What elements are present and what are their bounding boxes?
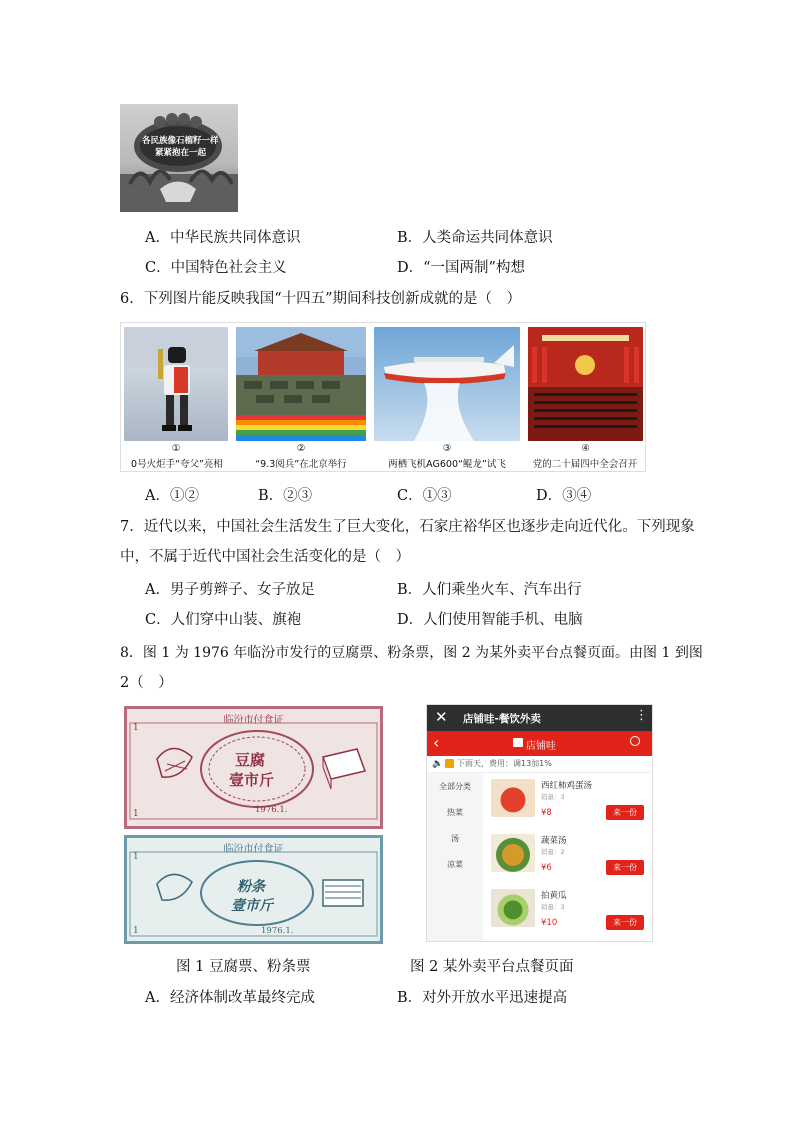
dish-price: ¥10	[541, 918, 558, 928]
dish-name: 拍黄瓜	[541, 891, 567, 901]
noodle-ticket-header: 临汾市付食证	[223, 844, 284, 855]
dish-sales: 销量：3	[541, 903, 565, 911]
plenary-session-image	[528, 327, 643, 441]
q6-picture-strip	[120, 322, 646, 472]
speaker-icon: 🔈	[432, 759, 444, 769]
category-soup[interactable]: 汤	[451, 834, 459, 843]
parade-image	[236, 327, 366, 441]
store-name: 店铺哇	[526, 741, 556, 752]
noodle-ticket-quantity: 壹市斤	[231, 898, 273, 914]
order-button[interactable]: 来一份	[606, 915, 644, 930]
tofu-ticket-quantity: 壹市斤	[229, 771, 275, 789]
notice-bar	[427, 756, 652, 773]
app-store-bar	[427, 731, 652, 756]
noodle-ticket-corner-tl: 1	[133, 852, 139, 862]
close-icon[interactable]: ✕	[435, 708, 448, 726]
tofu-ticket-corner-bl: 1	[133, 809, 139, 819]
figure2-caption: 图 2 某外卖平台点餐页面	[410, 959, 574, 975]
sculpture-text-1: 各民族像石榴籽一样	[142, 136, 219, 146]
dish-item	[487, 775, 652, 827]
dish-name: 西红柿鸡蛋汤	[541, 781, 593, 791]
noodle-ticket-corner-bl: 1	[133, 926, 139, 936]
picture4-number: ④	[581, 443, 590, 454]
dish-item	[487, 830, 652, 882]
q6-stem: 6．下列图片能反映我国“十四五”期间科技创新成就的是（ ）	[120, 291, 522, 307]
figure1-caption: 图 1 豆腐票、粉条票	[176, 959, 311, 975]
plenary-graphic	[528, 327, 643, 441]
picture3-caption: 两栖飞机AG600“鲲龙”试飞	[388, 459, 506, 470]
robot-graphic	[124, 327, 228, 441]
category-all[interactable]: 全部分类	[439, 782, 471, 791]
more-icon[interactable]: ⋮	[635, 708, 648, 723]
q7-option-b[interactable]: B．人们乘坐火车、汽车出行	[397, 582, 582, 598]
dish-sales: 销量：3	[541, 793, 565, 801]
dish-name: 蔬菜汤	[541, 836, 567, 846]
category-cold-dishes[interactable]: 凉菜	[447, 860, 463, 869]
q7-option-c[interactable]: C．人们穿中山装、旗袍	[145, 612, 302, 628]
seaplane-graphic	[374, 327, 520, 441]
tofu-ticket-date: 1976.1.	[255, 805, 288, 815]
dish-price: ¥8	[541, 808, 552, 818]
order-button[interactable]: 来一份	[606, 860, 644, 875]
q5-option-b[interactable]: B．人类命运共同体意识	[397, 230, 553, 246]
q7-option-d[interactable]: D．人们使用智能手机、电脑	[397, 612, 583, 628]
notice-badge	[445, 759, 454, 768]
q6-option-a[interactable]: A．①②	[145, 488, 199, 504]
parade-graphic	[236, 327, 366, 441]
picture2-number: ②	[296, 443, 306, 454]
robot-torchbearer-image	[124, 327, 228, 441]
cucumber-salad-photo	[491, 889, 535, 927]
sculpture-graphic	[120, 104, 238, 212]
sculpture-text-2: 紧紧抱在一起	[155, 148, 207, 158]
category-hot-dishes[interactable]: 热菜	[447, 808, 463, 817]
noodle-ticket-date: 1976.1.	[261, 926, 294, 936]
dish-price: ¥6	[541, 863, 552, 873]
tofu-ticket-corner-tl: 1	[133, 723, 139, 733]
vegetable-soup-photo	[491, 834, 535, 872]
picture1-number: ①	[171, 443, 181, 454]
notice-text: 下雨天，费用：调13加1%	[457, 759, 552, 768]
q5-option-d[interactable]: D．“一国两制”构想	[397, 260, 525, 276]
picture4-caption: 党的二十届四中全会召开	[532, 459, 638, 470]
q8-option-a[interactable]: A．经济体制改革最终完成	[145, 990, 315, 1006]
back-icon[interactable]: ‹	[433, 733, 440, 752]
q7-stem-line1: 7．近代以来，中国社会生活发生了巨大变化，石家庄裕华区也逐步走向近代化。下列现象	[120, 519, 695, 535]
noodle-ticket-item: 粉条	[237, 879, 265, 895]
tofu-ticket-header: 临汾市付食证	[223, 715, 284, 726]
q8-stem-line1: 8．图 1 为 1976 年临汾市发行的豆腐票、粉条票，图 2 为某外卖平台点餐页面。由图 1 到图	[120, 645, 703, 661]
pomegranate-sculpture-image	[120, 104, 238, 212]
tofu-ticket-item: 豆腐	[235, 751, 266, 769]
picture2-caption: “9.3阅兵”在北京举行	[255, 459, 347, 470]
search-icon[interactable]	[630, 736, 640, 746]
store-icon	[513, 738, 523, 747]
q8-stem-line2: 2（ ）	[120, 675, 173, 691]
q6-option-c[interactable]: C．①③	[397, 488, 452, 504]
category-sidebar	[427, 773, 483, 941]
tomato-soup-photo	[491, 779, 535, 817]
q6-option-b[interactable]: B．②③	[258, 488, 313, 504]
app-title-bar	[427, 705, 652, 731]
q5-option-c[interactable]: C．中国特色社会主义	[145, 260, 287, 276]
q7-option-a[interactable]: A．男子剪辫子、女子放足	[145, 582, 315, 598]
picture1-caption: 0号火炬手“夸父”亮相	[131, 459, 223, 470]
noodle-ticket	[124, 835, 383, 944]
order-button[interactable]: 来一份	[606, 805, 644, 820]
q7-stem-line2: 中，不属于近代中国社会生活变化的是（ ）	[120, 549, 410, 565]
seaplane-image	[374, 327, 520, 441]
dish-sales: 销量：2	[541, 848, 565, 856]
q8-option-b[interactable]: B．对外开放水平迅速提高	[397, 990, 568, 1006]
q6-option-d[interactable]: D．③④	[536, 488, 592, 504]
picture3-number: ③	[442, 443, 452, 454]
dish-item	[487, 885, 652, 937]
app-window-title: 店铺哇-餐饮外卖	[463, 713, 541, 725]
tofu-ticket	[124, 706, 383, 829]
delivery-app-screenshot	[426, 704, 653, 942]
q5-option-a[interactable]: A．中华民族共同体意识	[145, 230, 301, 246]
